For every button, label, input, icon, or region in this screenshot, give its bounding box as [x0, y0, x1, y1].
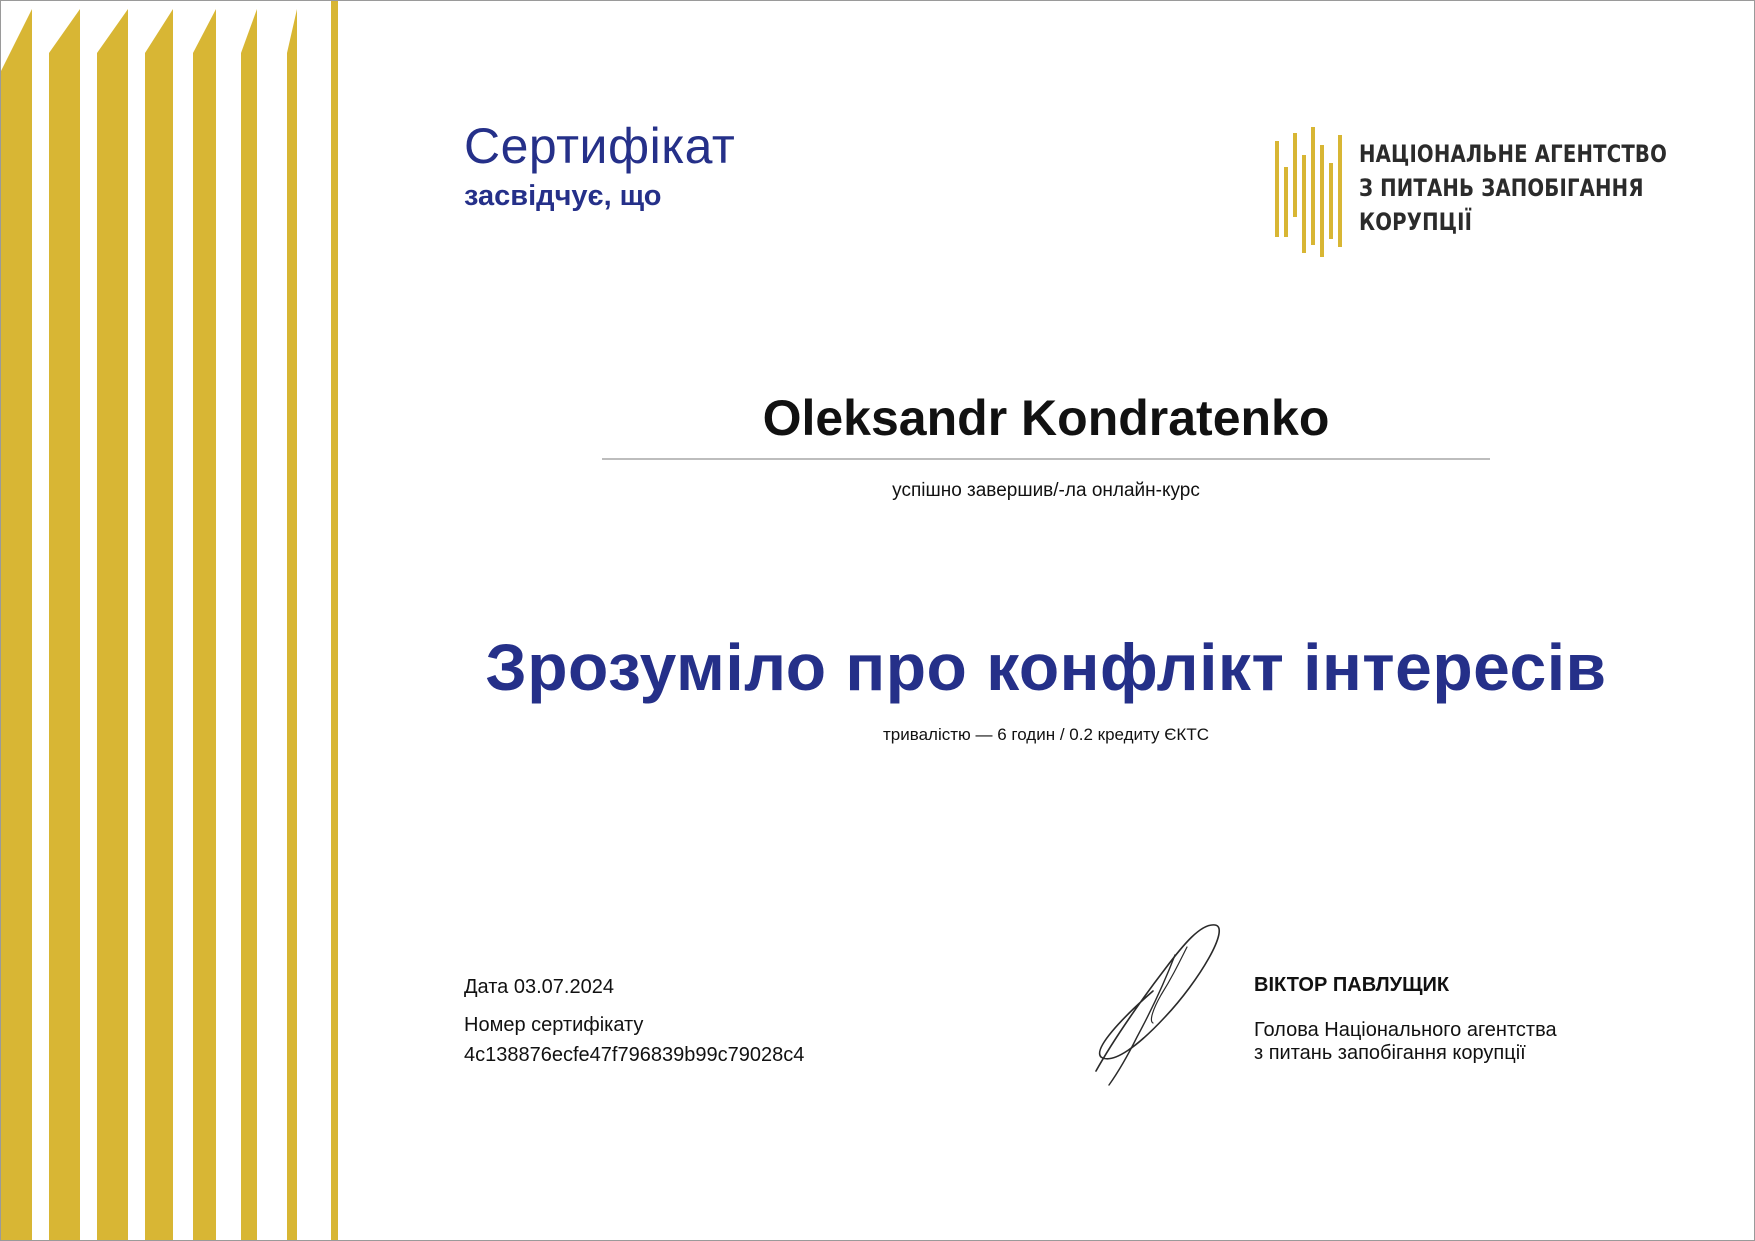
certificate-subtitle: засвідчує, що — [464, 180, 662, 212]
issue-date: Дата 03.07.2024 — [464, 976, 614, 998]
stripe — [331, 1, 338, 1241]
signer-role — [1254, 1019, 1557, 1065]
title-block — [464, 119, 735, 213]
signer-block — [1254, 974, 1557, 1065]
stripe — [241, 9, 257, 1241]
signer-name: ВІКТОР ПАВЛУЩИК — [1254, 974, 1450, 996]
name-underline — [602, 458, 1490, 460]
certificate-number: 4c138876ecfe47f796839b99c79028c4 — [464, 1044, 805, 1066]
stripe — [287, 9, 297, 1241]
logo-text-line: З ПИТАНЬ ЗАПОБІГАННЯ — [1359, 174, 1644, 202]
stripe — [49, 9, 80, 1241]
course-title: Зрозуміло про конфлікт інтересів — [485, 630, 1607, 704]
recipient-name: Oleksandr Kondratenko — [762, 390, 1330, 446]
stripe — [193, 9, 216, 1241]
stripe — [145, 9, 173, 1241]
certificate-details — [464, 972, 804, 1070]
signer-role-line: з питань запобігання корупції — [1254, 1042, 1526, 1064]
stripe — [97, 9, 128, 1241]
signature — [1091, 919, 1231, 1087]
logo-mark-icon — [1273, 127, 1349, 257]
nazk-logo — [1273, 127, 1667, 257]
course-duration: тривалістю — 6 годин / 0.2 кредиту ЄКТС — [883, 725, 1209, 744]
certificate-number-label: Номер сертифікату — [464, 1014, 644, 1036]
certificate-title: Сертифікат — [464, 118, 736, 174]
stripe — [1, 9, 32, 1241]
decorative-stripes — [1, 1, 346, 1241]
completion-text: успішно завершив/-ла онлайн-курс — [892, 480, 1200, 501]
logo-text-line: НАЦІОНАЛЬНЕ АГЕНТСТВО — [1359, 140, 1667, 168]
logo-text-line: КОРУПЦІЇ — [1359, 208, 1473, 236]
signer-role-line: Голова Національного агентства — [1254, 1019, 1557, 1041]
logo-text — [1359, 137, 1667, 239]
